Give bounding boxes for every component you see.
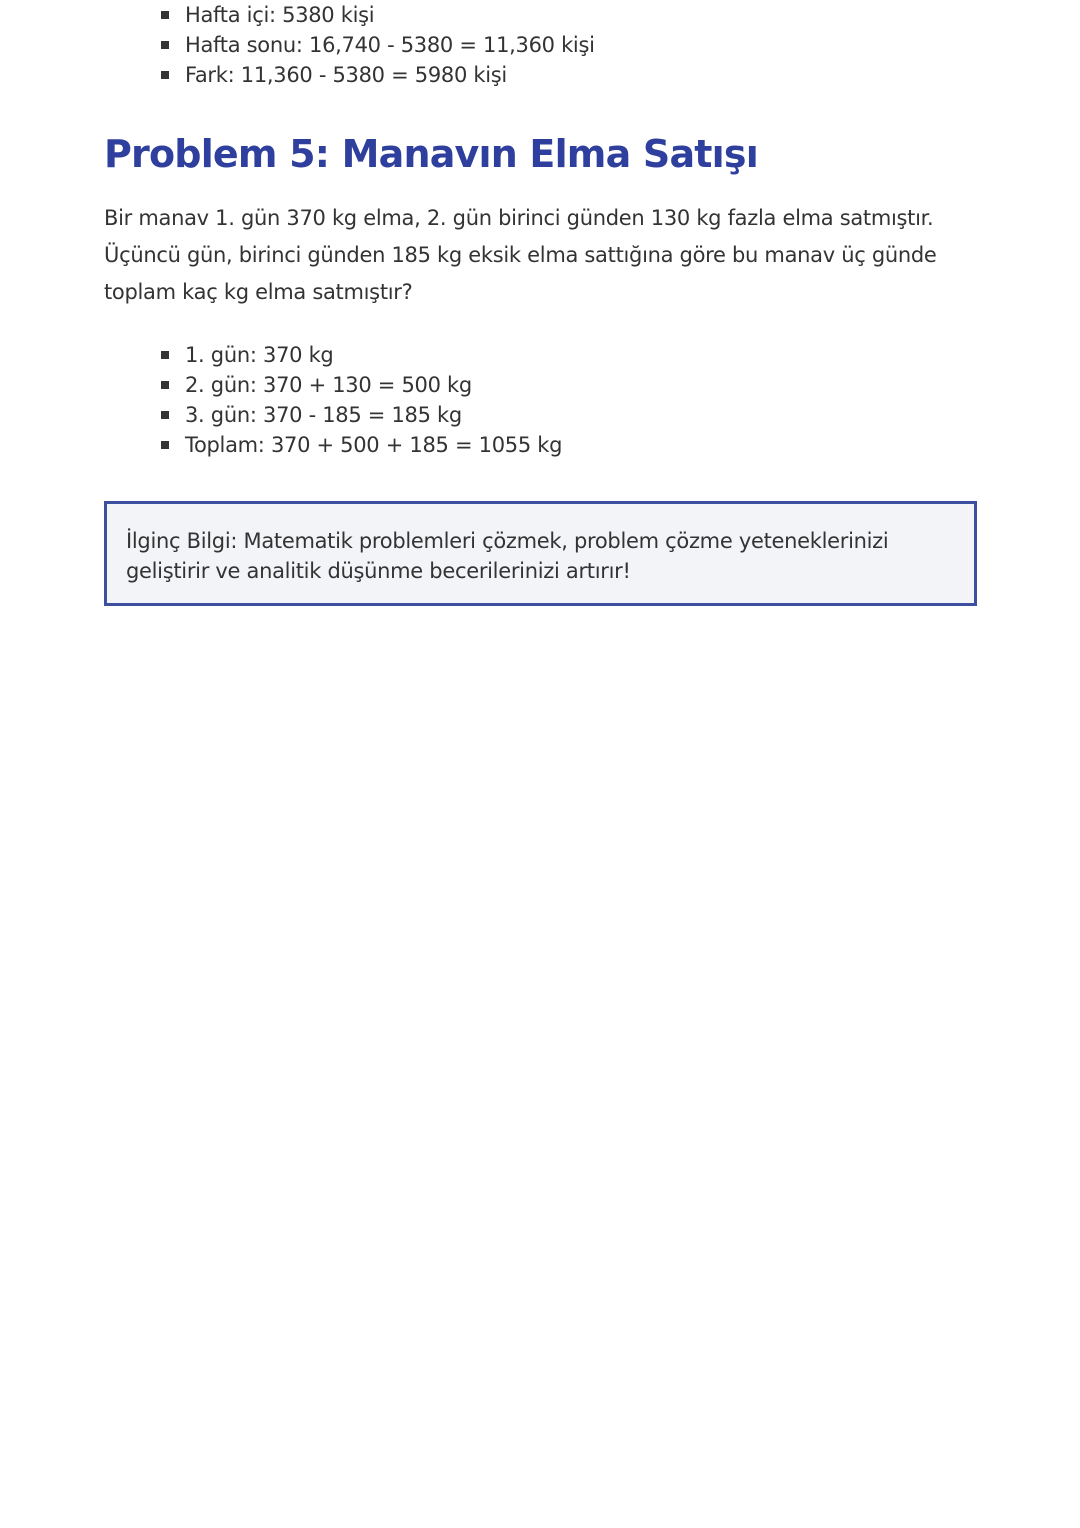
list-item [185, 30, 595, 60]
list-item [185, 0, 595, 30]
problem-5-solution-list [104, 340, 562, 460]
list-item [185, 370, 562, 400]
info-box-text: İlginç Bilgi: Matematik problemleri çözmek, problem çözme yeteneklerinizi geliştirir ve analitik düşünme becerilerinizi artırır! [126, 529, 889, 583]
square-bullet-icon [161, 441, 169, 449]
problem-5-heading: Problem 5: Manavın Elma Satışı [104, 132, 758, 176]
list-item [185, 430, 562, 460]
info-box [104, 501, 977, 606]
list-item [185, 400, 562, 430]
list-item [185, 60, 595, 90]
list-item-text: 2. gün: 370 + 130 = 500 kg [185, 373, 472, 397]
list-item-text: Hafta içi: 5380 kişi [185, 3, 375, 27]
list-item-text: Hafta sonu: 16,740 - 5380 = 11,360 kişi [185, 33, 595, 57]
list-item [185, 340, 562, 370]
square-bullet-icon [161, 381, 169, 389]
list-item-text: Toplam: 370 + 500 + 185 = 1055 kg [185, 433, 563, 457]
square-bullet-icon [161, 11, 169, 19]
problem-5-question: Bir manav 1. gün 370 kg elma, 2. gün birinci günden 130 kg fazla elma satmıştır. Üçüncü gün, birinci günden 185 kg eksik elma sattığına göre bu manav üç günde toplam kaç kg elma satmıştır? [104, 206, 937, 304]
square-bullet-icon [161, 351, 169, 359]
list-item-text: 3. gün: 370 - 185 = 185 kg [185, 403, 462, 427]
list-item-text: Fark: 11,360 - 5380 = 5980 kişi [185, 63, 507, 87]
square-bullet-icon [161, 411, 169, 419]
list-item-text: 1. gün: 370 kg [185, 343, 334, 367]
previous-solution-list [104, 0, 595, 90]
square-bullet-icon [161, 41, 169, 49]
square-bullet-icon [161, 71, 169, 79]
